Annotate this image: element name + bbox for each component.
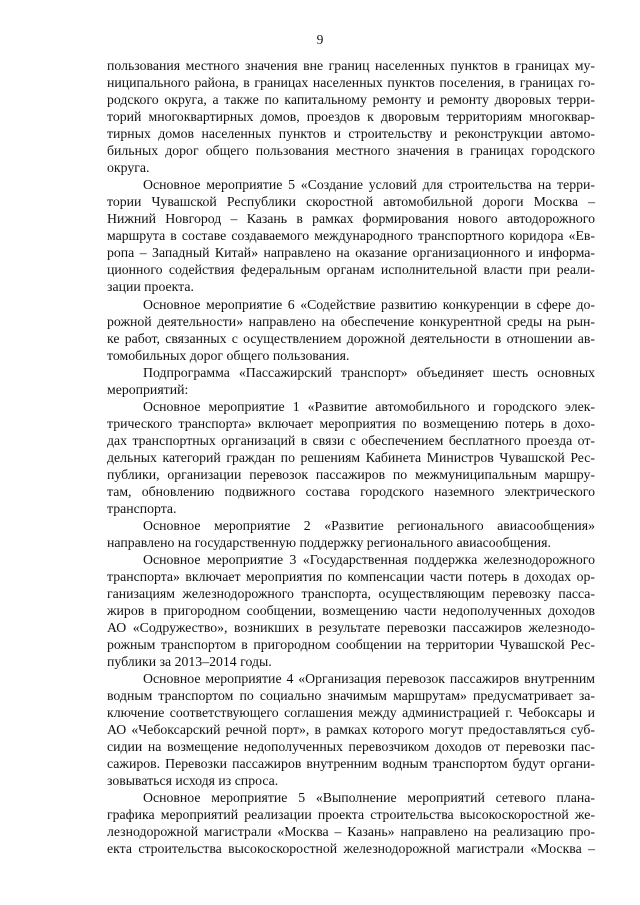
text-line: маршрута в составе создаваемого международного транспортного коридора «Ев-	[107, 228, 595, 243]
text-line: Основное мероприятие 6 «Содействие развитию конкуренции в сфере до-	[143, 297, 595, 312]
text-line: транспорта» включает мероприятия по компенсации части потерь в доходах ор-	[107, 569, 595, 584]
text-line: АО «Чебоксарский речной порт», в рамках которого могут предоставляться суб-	[107, 722, 595, 737]
text-line: рожным транспортом в пригородном сообщении на территории Чувашской Рес-	[107, 637, 595, 652]
text-line: родского округа, а также по капитальному ремонту и ремонту дворовых терри-	[107, 92, 595, 107]
text-line: жиров в пригородном сообщении, возмещению части недополученных доходов	[107, 603, 595, 618]
text-line: томобильных дорог общего пользования.	[107, 348, 350, 363]
text-line: ционного содействия федеральным органам исполнительной власти при реали-	[107, 262, 595, 277]
text-line: торий многоквартирных домов, проездов к дворовым территориям многоквар-	[107, 109, 595, 124]
text-line: Основное мероприятие 1 «Развитие автомобильного и городского элек-	[143, 399, 595, 414]
text-line: мероприятий:	[107, 382, 189, 397]
text-line: графика мероприятий реализации проекта строительства высокоскоростной же-	[107, 807, 595, 822]
text-line: ке работ, связанных с осуществлением дорожной деятельности в отношении ав-	[107, 331, 595, 346]
text-line: публики за 2013–2014 годы.	[107, 654, 272, 669]
text-line: там, обновлению подвижного состава городского наземного электрического	[107, 484, 595, 499]
text-line: пользования местного значения вне границ населенных пунктов в границах му-	[107, 58, 595, 73]
text-line: АО «Содружество», возникших в результате перевозки пассажиров железнодо-	[107, 620, 595, 635]
text-line: екта строительства высокоскоростной железнодорожной магистрали «Москва –	[107, 841, 595, 856]
text-line: сидии на возмещение недополученных перевозчиком доходов от перевозки пас-	[107, 739, 595, 754]
text-line: рожной деятельности» направлено на обеспечение конкурентной среды на рын-	[107, 314, 595, 329]
text-line: транспорта.	[107, 501, 177, 516]
text-line: трического транспорта» включает мероприятия по возмещению потерь в дохо-	[107, 416, 595, 431]
text-line: зации проекта.	[107, 279, 194, 294]
text-line: Нижний Новгород – Казань в рамках формирования нового автодорожного	[107, 211, 595, 226]
text-line: Основное мероприятие 2 «Развитие регионального авиасообщения»	[143, 518, 595, 533]
text-line: лезнодорожной магистрали «Москва – Казань» направлено на реализацию про-	[107, 824, 595, 839]
text-line: округа.	[107, 160, 150, 175]
text-line: тории Чувашской Республики скоростной автомобильной дороги Москва –	[107, 194, 595, 209]
text-line: Основное мероприятие 3 «Государственная поддержка железнодорожного	[143, 552, 595, 567]
text-line: зовываться исходя из спроса.	[107, 773, 279, 788]
text-line: ропа – Западный Китай» направлено на оказание организационного и информа-	[107, 245, 595, 260]
text-line: дельных категорий граждан по решениям Кабинета Министров Чувашской Рес-	[107, 450, 595, 465]
text-line: ключение соответствующего соглашения между администрацией г. Чебоксары и	[107, 705, 595, 720]
page-number: 9	[316, 32, 324, 47]
text-line: ниципального района, в границах населенных пунктов поселения, в границах го-	[107, 75, 595, 90]
text-line: Основное мероприятие 5 «Создание условий для строительства на терри-	[143, 177, 595, 192]
text-line: тирных домов населенных пунктов и строительству и реконструкции автомо-	[107, 126, 595, 141]
text-line: ганизациям железнодорожного транспорта, осуществляющим перевозку пасса-	[107, 586, 595, 601]
text-line: Основное мероприятие 5 «Выполнение мероприятий сетевого плана-	[143, 790, 595, 805]
text-line: сажиров. Перевозки пассажиров внутренним водным транспортом будут органи-	[107, 756, 595, 771]
text-line: водным транспортом по социально значимым маршрутам» предусматривает за-	[107, 688, 595, 703]
text-line: дах транспортных организаций в связи с обеспечением бесплатного проезда от-	[107, 433, 595, 448]
text-line: публики, организации перевозок пассажиров по межмуниципальным маршру-	[107, 467, 595, 482]
text-line: направлено на государственную поддержку регионального авиасообщения.	[107, 535, 551, 550]
text-line: бильных дорог общего пользования местного значения в границах городского	[107, 143, 595, 158]
text-line: Подпрограмма «Пассажирский транспорт» объединяет шесть основных	[143, 365, 595, 380]
text-line: Основное мероприятие 4 «Организация перевозок пассажиров внутренним	[143, 671, 595, 686]
